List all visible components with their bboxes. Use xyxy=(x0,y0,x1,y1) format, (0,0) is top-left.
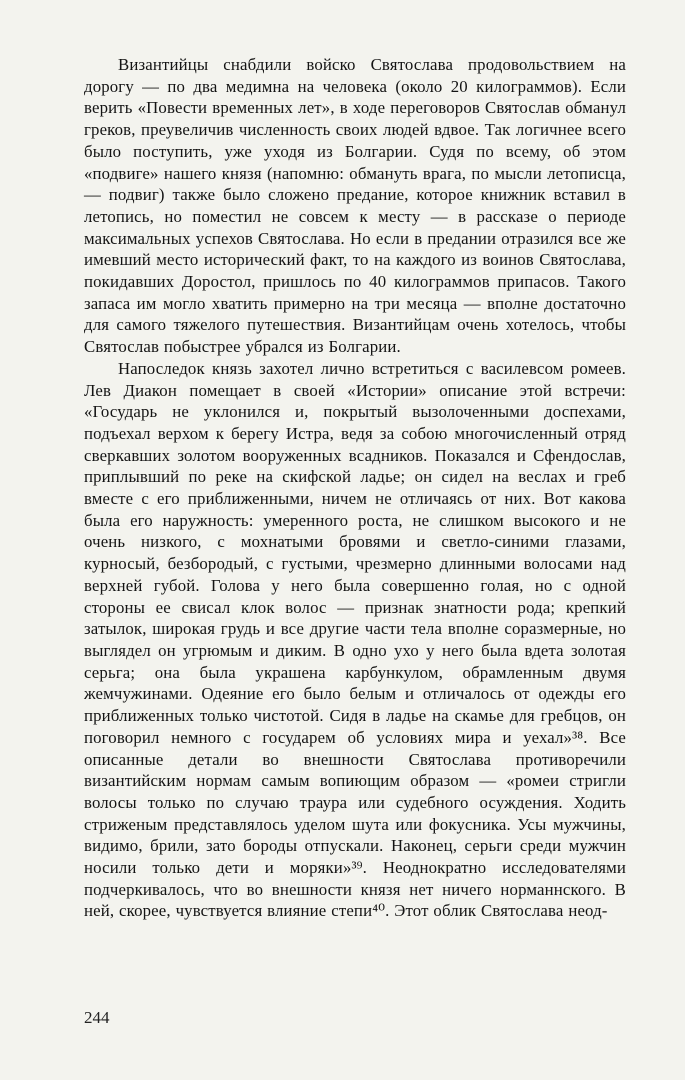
paragraph: Напоследок князь захотел лично встретиться с василевсом ромеев. Лев Диакон помещает в своей «Истории» описание этой встречи: «Государь не уклонился и, покрытый вызолоченными доспехами, подъехал верхом к берегу Истра, ведя за собою многочисленный отряд сверкавших золотом вооруженных всадников. Показался и Сфендослав, приплывший по реке на скифской ладье; он сидел на веслах и греб вместе с его приближенными, ничем не отличаясь от них. Вот какова была его наружность: умеренного роста, не слишком высокого и не очень низкого, с мохнатыми бровями и светло-синими глазами, курносый, безбородый, с густыми, чрезмерно длинными волосами над верхней губой. Голова у него была совершенно голая, но с одной стороны ее свисал клок волос — признак знатности рода; крепкий затылок, широкая грудь и все другие части тела вполне соразмерные, но выглядел он угрюмым и диким. В одно ухо у него была вдета золотая серьга; она была украшена карбункулом, обрамленным двумя жемчужинами. Одеяние его было белым и отличалось от одежды его приближенных только чистотой. Сидя в ладье на скамье для гребцов, он поговорил немного с государем об условиях мира и уехал»³⁸. Все описанные детали во внешности Святослава противоречили византийским нормам самым вопиющим образом — «ромеи стригли волосы только по случаю траура или судебного осуждения. Ходить стриженым представлялось уделом шута или фокусника. Усы мужчины, видимо, брили, зато бороды отпускали. Наконец, серьги среди мужчин носили только дети и моряки»³⁹. Неоднократно исследователями подчеркивалось, что во внешности князя нет ничего норманнского. В ней, скорее, чувствуется влияние степи⁴⁰. Этот облик Святослава неод- xyxy=(84,358,626,921)
paragraph: Византийцы снабдили войско Святослава продовольствием на дорогу — по два медимна на человека (около 20 килограммов). Если верить «Повести временных лет», в ходе переговоров Святослав обманул греков, преувеличив численность своих людей вдвое. Так логичнее всего было поступить, уже уходя из Болгарии. Судя по всему, об этом «подвиге» нашего князя (напомню: обмануть врага, по мысли летописца, — подвиг) также было сложено предание, которое книжник вставил в летопись, но поместил не совсем к месту — в рассказе о периоде максимальных успехов Святослава. Но если в предании отразился все же имевший место исторический факт, то на каждого из воинов Святослава, покидавших Доростол, пришлось по 40 килограммов припасов. Такого запаса им могло хватить примерно на три месяца — вполне достаточно для самого тяжелого путешествия. Византийцам очень хотелось, чтобы Святослав побыстрее убрался из Болгарии. xyxy=(84,55,626,357)
text-block xyxy=(84,54,626,922)
page-number: 244 xyxy=(84,1008,110,1027)
